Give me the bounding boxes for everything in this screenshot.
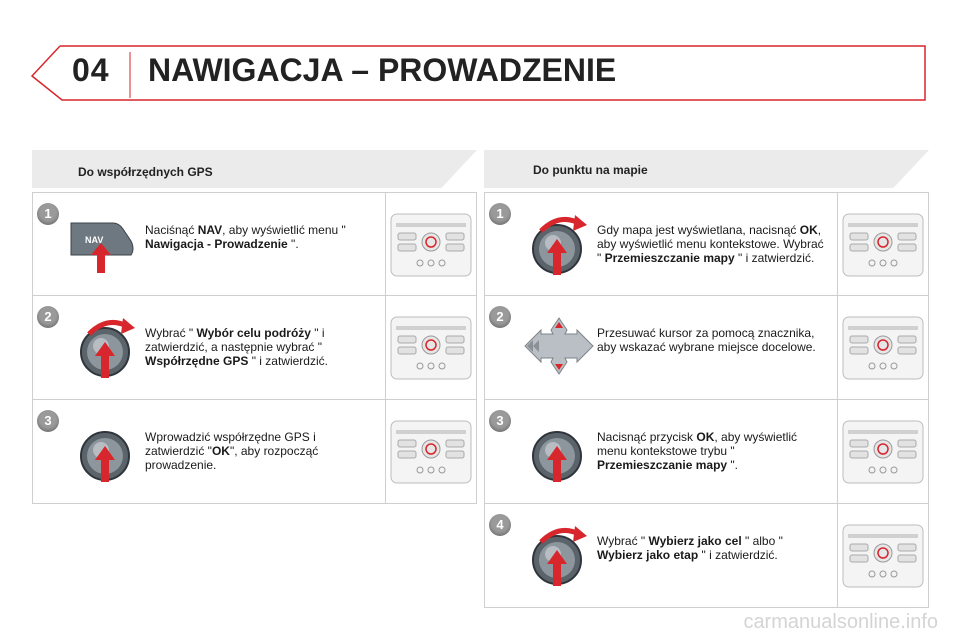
step-illustration <box>67 312 147 382</box>
knob-rotate-press-icon <box>519 520 599 590</box>
instruction-text: Nacisnąć przycisk <box>597 430 697 444</box>
step-number-badge: 2 <box>37 306 59 328</box>
right-step-row <box>484 504 929 608</box>
instruction-text: " albo " <box>741 534 783 548</box>
svg-text:NAV: NAV <box>85 235 104 245</box>
step-instruction <box>597 534 827 562</box>
radio-unit-icon <box>842 213 924 282</box>
joystick-cursor-icon <box>519 312 599 382</box>
left-section-title: Do współrzędnych GPS <box>78 165 213 179</box>
instruction-text: ". <box>727 458 739 472</box>
watermark-text: carmanualsonline.info <box>743 611 938 633</box>
instruction-text: Wprowadzić współrzędne GPS i zatwierdzić " <box>145 430 316 458</box>
row-divider <box>837 400 838 503</box>
instruction-text: ". <box>287 237 299 251</box>
instruction-bold-term: Wybierz jako etap <box>597 548 699 562</box>
step-illustration <box>519 416 599 486</box>
step-illustration <box>519 209 599 279</box>
left-step-row <box>32 400 477 504</box>
instruction-text: , aby wyświetlić menu kontekstowe. Wybrać " <box>597 223 824 265</box>
instruction-bold-term: Współrzędne GPS <box>145 354 249 368</box>
instruction-text: " i zatwierdzić. <box>248 354 328 368</box>
right-section-title: Do punktu na mapie <box>533 163 648 177</box>
instruction-text: Wybrać " <box>145 326 197 340</box>
radio-unit-icon <box>390 213 472 282</box>
step-number-badge: 3 <box>489 410 511 432</box>
right-step-row <box>484 296 929 400</box>
knob-rotate-press-icon <box>519 209 599 279</box>
chapter-number: 04 <box>72 52 110 88</box>
instruction-bold-term: NAV <box>197 223 223 237</box>
step-instruction <box>145 223 375 251</box>
instruction-text: Naciśnąć <box>145 223 198 237</box>
instruction-text: ", aby rozpocząć prowadzenie. <box>145 444 319 472</box>
step-number-badge: 2 <box>489 306 511 328</box>
row-divider <box>385 193 386 295</box>
step-instruction <box>145 430 375 472</box>
row-divider <box>385 296 386 399</box>
instruction-bold-term: OK <box>799 223 818 237</box>
knob-press-icon <box>67 416 147 486</box>
left-step-row <box>32 192 477 296</box>
instruction-bold-term: Przemieszczanie mapy <box>597 458 728 472</box>
row-divider <box>385 400 386 503</box>
step-number-badge: 1 <box>489 203 511 225</box>
radio-unit-icon <box>390 316 472 385</box>
step-illustration <box>67 416 147 486</box>
instruction-bold-term: OK <box>211 444 230 458</box>
step-illustration <box>519 312 599 382</box>
instruction-text: Wybrać " <box>597 534 649 548</box>
radio-unit-icon <box>390 420 472 489</box>
step-instruction <box>597 430 827 472</box>
instruction-bold-term: Nawigacja - Prowadzenie <box>145 237 288 251</box>
instruction-text: " i zatwierdzić. <box>698 548 778 562</box>
knob-rotate-press-icon <box>67 312 147 382</box>
nav-button-press-icon <box>67 209 147 279</box>
right-step-row <box>484 400 929 504</box>
step-instruction <box>597 223 827 265</box>
instruction-bold-term: Przemieszczanie mapy <box>604 251 735 265</box>
instruction-text: , aby wyświetlić menu kontekstowe trybu " <box>597 430 798 458</box>
left-step-row <box>32 296 477 400</box>
page-title: NAWIGACJA – PROWADZENIE <box>148 52 617 88</box>
instruction-text: Gdy mapa jest wyświetlana, nacisnąć <box>597 223 800 237</box>
instruction-text: Przesuwać kursor za pomocą znacznika, aby wskazać wybrane miejsce docelowe. <box>597 326 816 354</box>
step-instruction <box>597 326 827 354</box>
radio-unit-icon <box>842 420 924 489</box>
radio-unit-icon <box>842 316 924 385</box>
radio-unit-icon <box>842 524 924 593</box>
step-illustration <box>67 209 147 279</box>
step-number-badge: 1 <box>37 203 59 225</box>
right-step-row <box>484 192 929 296</box>
instruction-bold-term: Wybierz jako cel <box>648 534 742 548</box>
instruction-text: " i zatwierdzić, a następnie wybrać " <box>145 326 325 354</box>
step-number-badge: 4 <box>489 514 511 536</box>
step-illustration <box>519 520 599 590</box>
step-number-badge: 3 <box>37 410 59 432</box>
knob-press-icon <box>519 416 599 486</box>
row-divider <box>837 193 838 295</box>
instruction-text: , aby wyświetlić menu " <box>222 223 346 237</box>
step-instruction <box>145 326 375 368</box>
instruction-bold-term: Wybór celu podróży <box>196 326 311 340</box>
instruction-bold-term: OK <box>696 430 715 444</box>
row-divider <box>837 296 838 399</box>
row-divider <box>837 504 838 607</box>
instruction-text: " i zatwierdzić. <box>734 251 815 265</box>
